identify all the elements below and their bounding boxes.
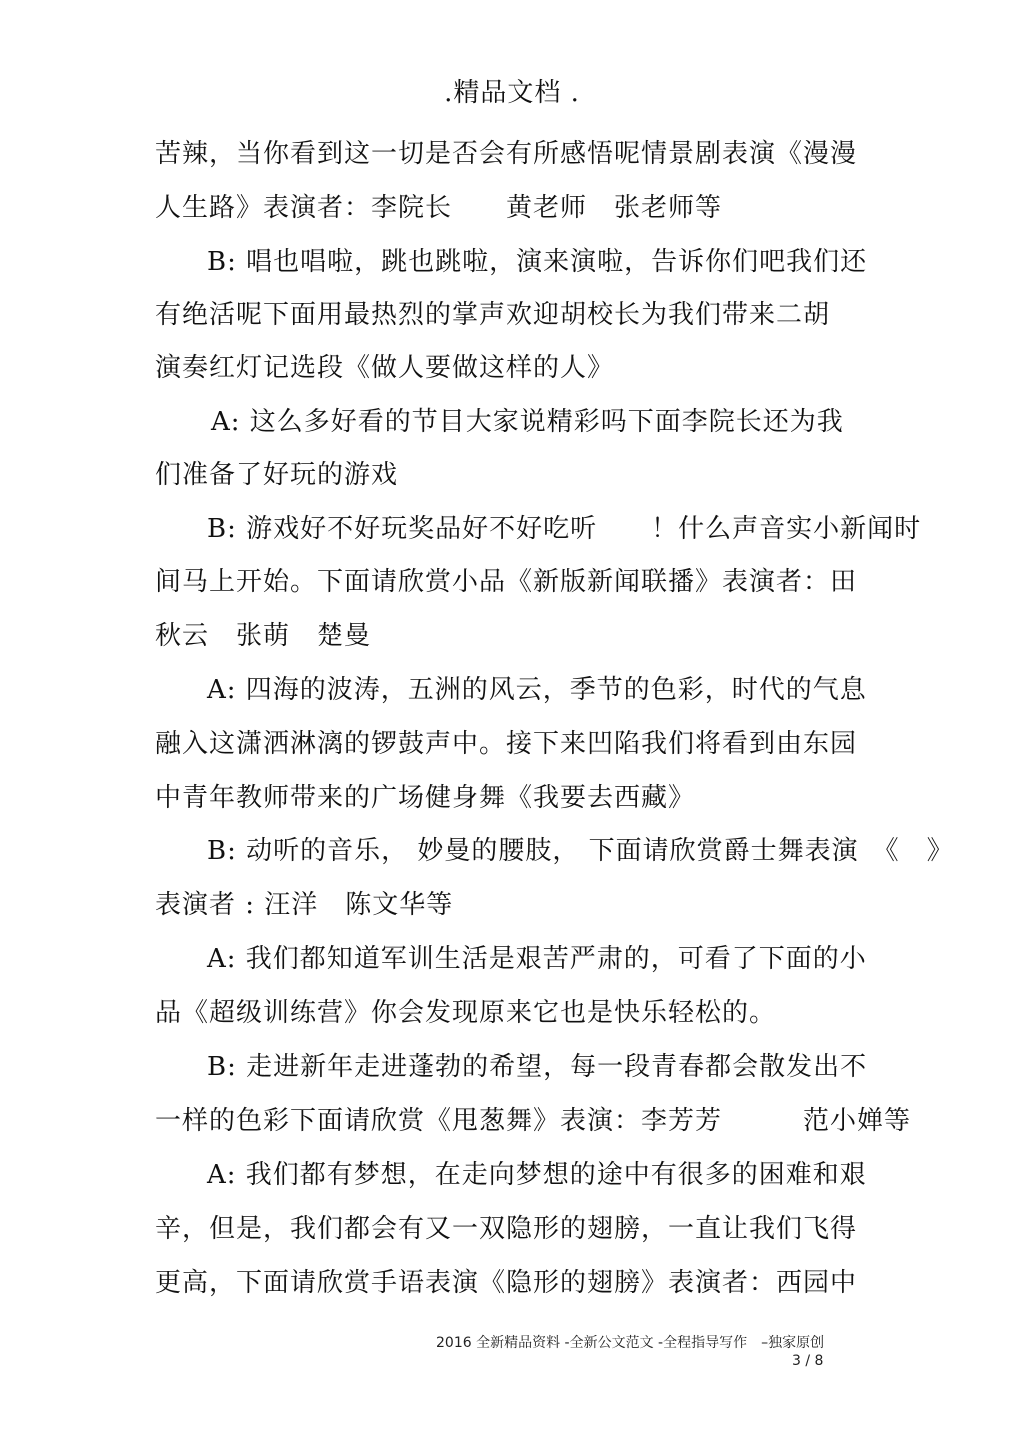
text-line: 更高，下面请欣赏手语表演《隐形的翅膀》表演者：西园中	[155, 1268, 858, 1298]
document-header: .精品文档 .	[444, 78, 580, 108]
text-line: 们准备了好玩的游戏	[155, 460, 399, 490]
text-line: 品《超级训练营》你会发现原来它也是快乐轻松的。	[155, 998, 777, 1028]
text-line: 人生路》表演者：李院长 黄老师 张老师等	[155, 193, 723, 223]
text-line: A: 我们都有梦想，在走向梦想的途中有很多的困难和艰	[207, 1160, 867, 1190]
page-number: 3 / 8	[792, 1353, 824, 1369]
text-line: 秋云 张萌 楚曼	[155, 621, 372, 651]
text-line: 有绝活呢下面用最热烈的掌声欢迎胡校长为我们带来二胡	[155, 300, 831, 330]
text-line: 辛，但是，我们都会有又一双隐形的翅膀，一直让我们飞得	[155, 1214, 858, 1244]
text-line: B: 动听的音乐， 妙曼的腰肢， 下面请欣赏爵士舞表演 《 》	[207, 836, 954, 866]
text-line: A: 这么多好看的节目大家说精彩吗下面李院长还为我	[211, 407, 844, 437]
text-line: A: 四海的波涛，五洲的风云，季节的色彩，时代的气息	[207, 675, 867, 705]
text-line: 融入这潇洒淋漓的锣鼓声中。接下来凹陷我们将看到由东园	[155, 729, 858, 759]
footer-caption: 2016 全新精品资料 -全新公文范文 -全程指导写作 –独家原创	[436, 1335, 825, 1351]
text-line: 一样的色彩下面请欣赏《甩葱舞》表演：李芳芳 范小婵等	[155, 1106, 912, 1136]
text-line: B: 唱也唱啦，跳也跳啦，演来演啦，告诉你们吧我们还	[207, 247, 868, 277]
text-line: A: 我们都知道军训生活是艰苦严肃的，可看了下面的小	[207, 944, 867, 974]
text-line: 表演者 : 汪洋 陈文华等	[155, 890, 454, 920]
text-line: B: 走进新年走进蓬勃的希望，每一段青春都会散发出不	[207, 1052, 868, 1082]
text-line: B: 游戏好不好玩奖品好不好吃听 ！什么声音实小新闻时	[207, 514, 922, 544]
text-line: 中青年教师带来的广场健身舞《我要去西藏》	[155, 783, 696, 813]
text-line: 苦辣，当你看到这一切是否会有所感悟呢情景剧表演《漫漫	[155, 139, 858, 169]
text-line: 演奏红灯记选段《做人要做这样的人》	[155, 353, 615, 383]
text-line: 间马上开始。下面请欣赏小品《新版新闻联播》表演者：田	[155, 567, 858, 597]
